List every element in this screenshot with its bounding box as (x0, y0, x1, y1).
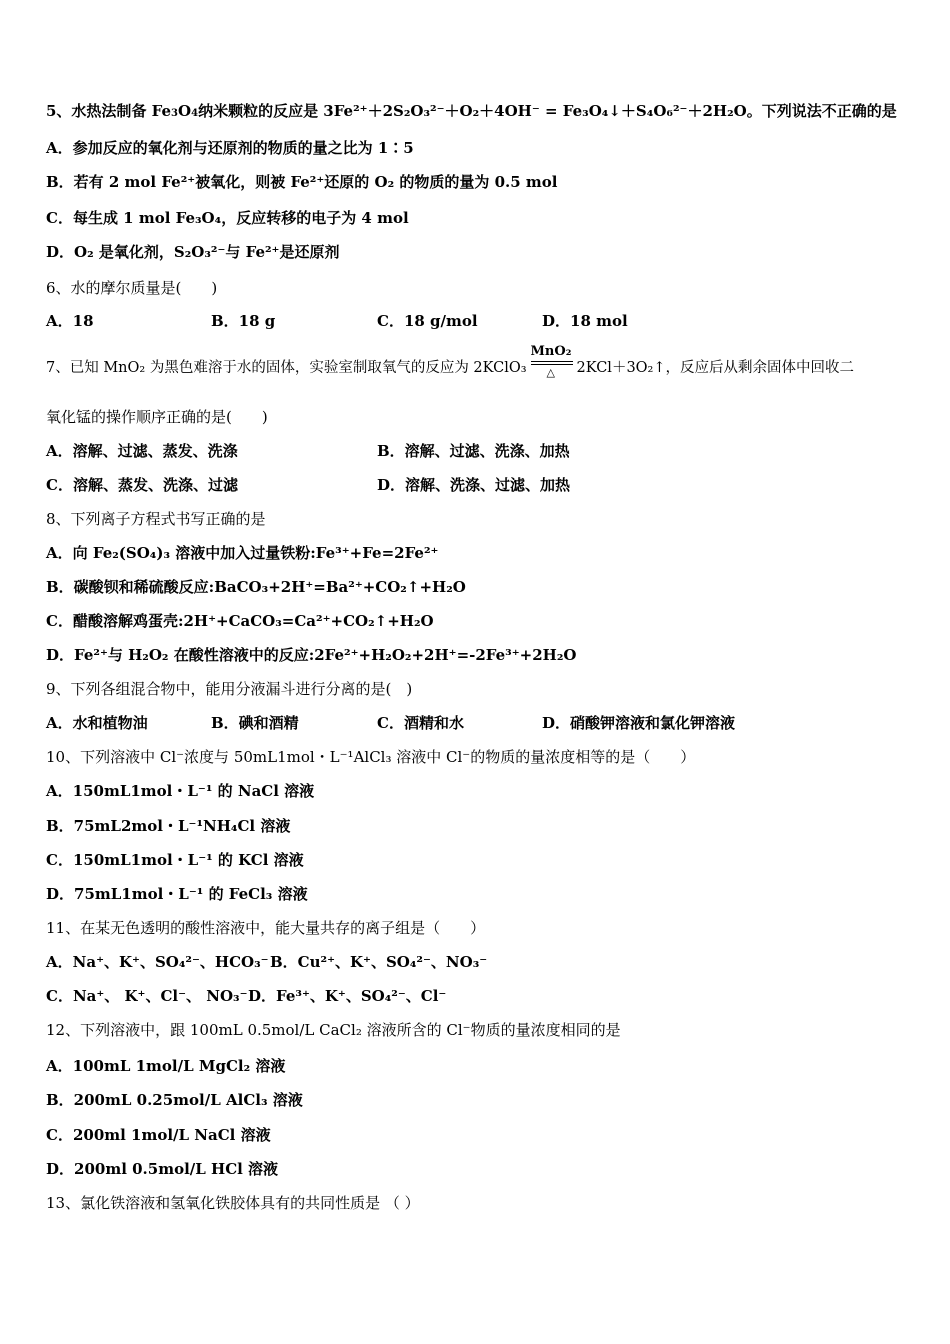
q6-option-a: A．18 (46, 312, 94, 330)
q8-option-b: B．碳酸钡和稀硫酸反应:BaCO₃+2H⁺=Ba²⁺+CO₂↑+H₂O (46, 578, 466, 596)
q9-option-a: A．水和植物油 (46, 714, 148, 732)
q9-stem: 9、下列各组混合物中，能用分液漏斗进行分离的是( ) (46, 680, 413, 698)
q5-option-d: D．O₂ 是氧化剂，S₂O₃²⁻与 Fe²⁺是还原剂 (46, 243, 340, 261)
reaction-condition (530, 344, 573, 379)
q6-option-b: B．18 g (211, 312, 276, 330)
q5-stem-rest: 纳米颗粒的反应是 3Fe²⁺＋2S₂O₃²⁻＋O₂＋4OH⁻ = Fe₃O₄↓＋S₄O₆²⁻＋2H₂O。下列说法不正确的是 (198, 102, 897, 120)
q10-option-b: B．75mL2mol・L⁻¹NH₄Cl 溶液 (46, 817, 291, 835)
q9-option-b: B．碘和酒精 (211, 714, 299, 732)
q6-option-d: D．18 mol (542, 312, 628, 330)
q7-option-c: C．溶解、蒸发、洗涤、过滤 (46, 476, 238, 494)
q10-option-d: D．75mL1mol・L⁻¹ 的 FeCl₃ 溶液 (46, 885, 308, 903)
q6-stem: 6、水的摩尔质量是( ) (46, 279, 218, 297)
q8-option-c: C．醋酸溶解鸡蛋壳:2H⁺+CaCO₃=Ca²⁺+CO₂↑+H₂O (46, 612, 434, 630)
q11-option-b: B．Cu²⁺、K⁺、SO₄²⁻、NO₃⁻ (270, 953, 488, 971)
q7-stem-part2: 2KCl＋3O₂↑，反应后从剩余固体中回收二 (576, 360, 855, 376)
q11-option-a: A．Na⁺、K⁺、SO₄²⁻、HCO₃⁻ (46, 953, 269, 971)
q10-option-c: C．150mL1mol・L⁻¹ 的 KCl 溶液 (46, 851, 304, 869)
q5-option-c: C．每生成 1 mol Fe₃O₄，反应转移的电子为 4 mol (46, 209, 409, 227)
q12-option-c: C．200ml 1mol/L NaCl 溶液 (46, 1126, 271, 1144)
q9-option-d: D．硝酸钾溶液和氯化钾溶液 (542, 714, 736, 732)
q5-stem-prefix: 5、水热法制备 Fe (46, 102, 172, 120)
q11-stem: 11、在某无色透明的酸性溶液中，能大量共存的离子组是（ ） (46, 919, 486, 937)
q10-option-a: A．150mL1mol・L⁻¹ 的 NaCl 溶液 (46, 782, 315, 800)
q6-option-c: C．18 g/mol (377, 312, 478, 330)
q11-option-c: C．Na⁺、 K⁺、Cl⁻、 NO₃⁻ (46, 987, 248, 1005)
q13-stem: 13、氯化铁溶液和氢氧化铁胶体具有的共同性质是 （ ） (46, 1194, 420, 1212)
q12-option-a: A．100mL 1mol/L MgCl₂ 溶液 (46, 1057, 286, 1075)
q5-option-b: B．若有 2 mol Fe²⁺被氧化，则被 Fe²⁺还原的 O₂ 的物质的量为 0.5 mol (46, 173, 558, 191)
q11-option-d: D．Fe³⁺、K⁺、SO₄²⁻、Cl⁻ (248, 987, 447, 1005)
q7-option-d: D．溶解、洗涤、过滤、加热 (377, 476, 571, 494)
q12-option-b: B．200mL 0.25mol/L AlCl₃ 溶液 (46, 1091, 303, 1109)
q8-stem: 8、下列离子方程式书写正确的是 (46, 510, 266, 528)
heat-symbol: △ (546, 366, 556, 379)
q12-option-d: D．200ml 0.5mol/L HCl 溶液 (46, 1160, 279, 1178)
q7-option-a: A．溶解、过滤、蒸发、洗涤 (46, 442, 238, 460)
q7-stem-line2: 氧化锰的操作顺序正确的是( ) (46, 408, 268, 426)
q9-option-c: C．酒精和水 (377, 714, 464, 732)
q12-stem: 12、下列溶液中，跟 100mL 0.5mol/L CaCl₂ 溶液所含的 Cl⁻物质的量浓度相同的是 (46, 1021, 621, 1039)
q8-option-a: A．向 Fe₂(SO₄)₃ 溶液中加入过量铁粉:Fe³⁺+Fe=2Fe²⁺ (46, 544, 439, 562)
q5-stem: 5、水热法制备 Fe3O4纳米颗粒的反应是 3Fe²⁺＋2S₂O₃²⁻＋O₂＋4OH⁻ = Fe₃O₄↓＋S₄O₆²⁻＋2H₂O。下列说法不正确的是 (46, 102, 897, 120)
q7-option-b: B．溶解、过滤、洗涤、加热 (377, 442, 570, 460)
q7-stem (46, 344, 855, 379)
catalyst-label: MnO₂ (530, 344, 572, 359)
q7-stem-part1: 7、已知 MnO₂ 为黑色难溶于水的固体，实验室制取氧气的反应为 2KClO₃ (46, 360, 527, 376)
q10-stem: 10、下列溶液中 Cl⁻浓度与 50mL1mol・L⁻¹AlCl₃ 溶液中 Cl⁻的物质的量浓度相等的是（ ） (46, 748, 696, 766)
q5-option-a: A．参加反应的氧化剂与还原剂的物质的量之比为 1∶5 (46, 139, 414, 157)
q8-option-d: D．Fe²⁺与 H₂O₂ 在酸性溶液中的反应:2Fe²⁺+H₂O₂+2H⁺=-2Fe³⁺+2H₂O (46, 646, 577, 664)
